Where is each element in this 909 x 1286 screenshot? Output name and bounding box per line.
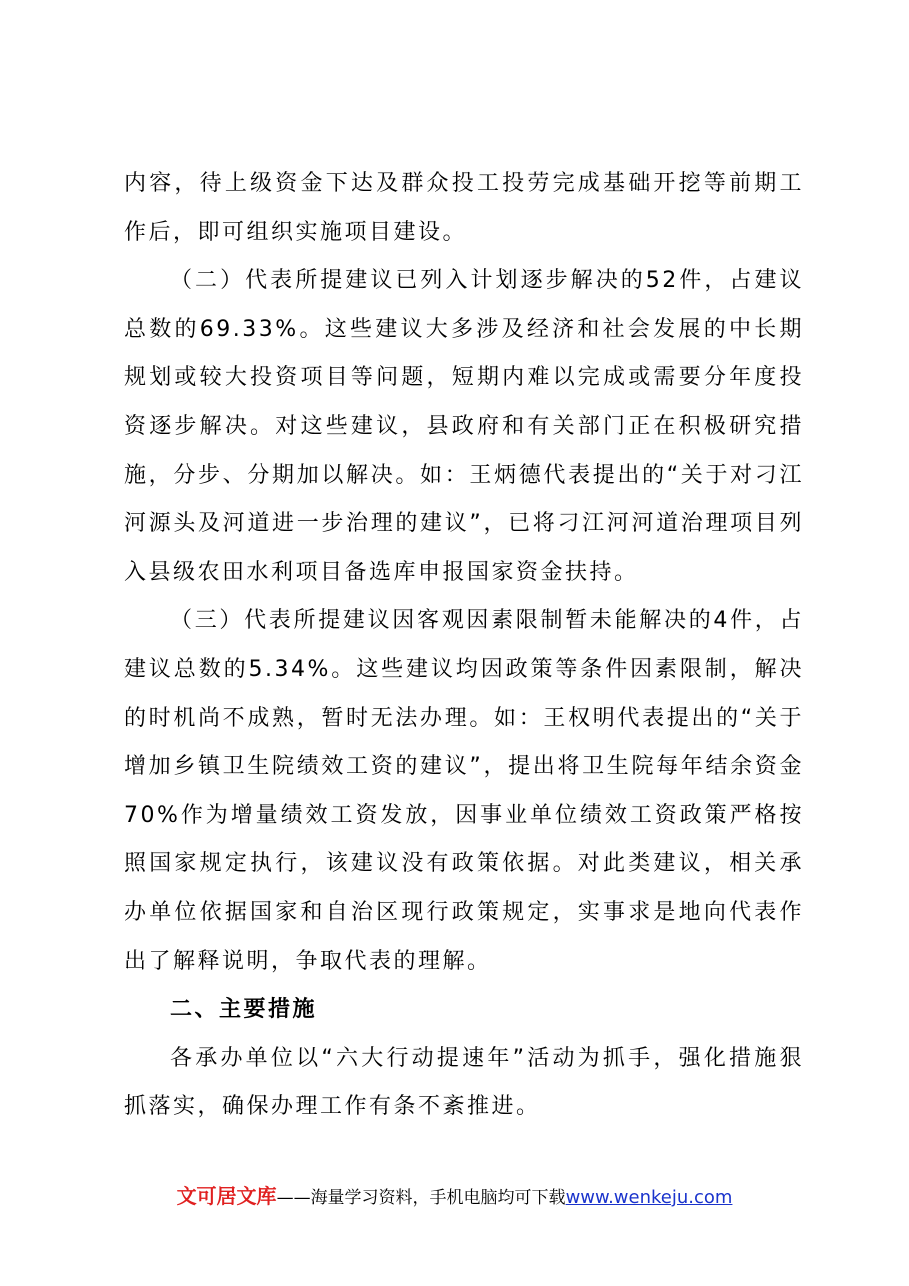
section-heading-main-measures: 二、主要措施 [170, 997, 318, 1023]
footer-brand: 文可居文库 [176, 1184, 277, 1208]
footer-link[interactable]: www.wenkeju.com [565, 1187, 733, 1208]
footer-banner [0, 1184, 909, 1210]
paragraph-continuation: 内容，待上级资金下达及群众投工投劳完成基础开挖等前期工作后，即可组织实施项目建设。 [124, 171, 804, 245]
paragraph-section-3: （三）代表所提建议因客观因素限制暂未能解决的4件，占建议总数的5.34%。这些建议均因政策等条件因素限制，解决的时机尚不成熟，暂时无法办理。如：王权明代表提出的“关于增加乡镇卫生院绩效工资的建议”，提出将卫生院每年结余资金70%作为增量绩效工资发放，因事业单位绩效工资政策严格按照国家规定执行，该建议没有政策依据。对此类建议，相关承办单位依据国家和自治区现行政策规定，实事求是地向代表作出了解释说明，争取代表的理解。 [124, 608, 804, 974]
document-body [124, 160, 804, 1132]
footer-tagline: ——海量学习资料，手机电脑均可下载 [276, 1188, 566, 1208]
paragraph-section-2: （二）代表所提建议已列入计划逐步解决的52件，占建议总数的69.33%。这些建议大多涉及经济和社会发展的中长期规划或较大投资项目等问题，短期内难以完成或需要分年度投资逐步解决。对这些建议，县政府和有关部门正在积极研究措施，分步、分期加以解决。如：王炳德代表提出的“关于对刁江河源头及河道进一步治理的建议”，已将刁江河河道治理项目列入县级农田水利项目备选库申报国家资金扶持。 [124, 268, 804, 585]
paragraph-measures-intro: 各承办单位以“六大行动提速年”活动为抓手，强化措施狠抓落实，确保办理工作有条不紊推进。 [124, 1045, 804, 1120]
